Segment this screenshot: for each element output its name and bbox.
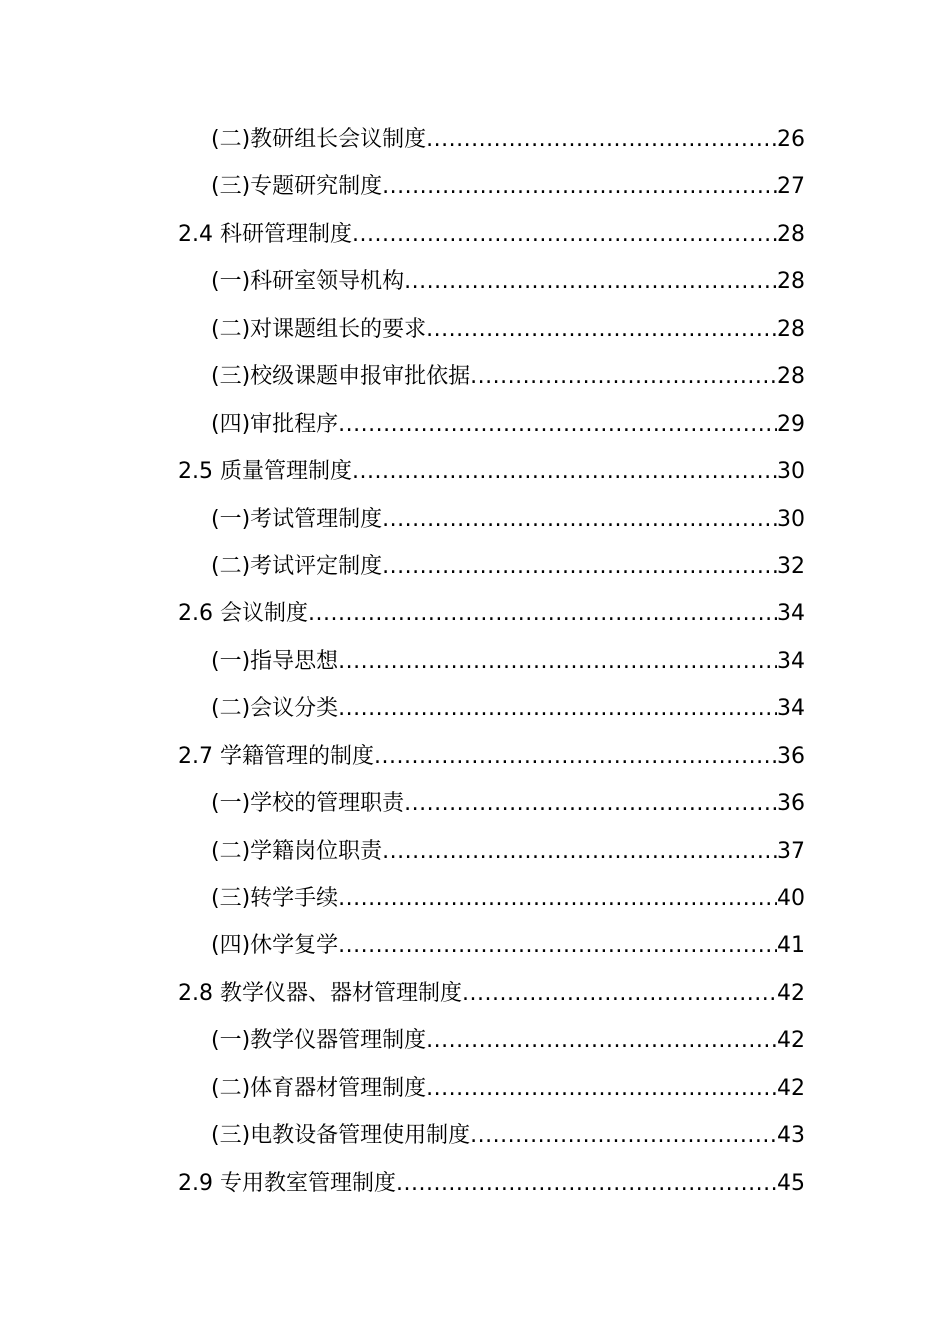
toc-entry-title: (一)科研室领导机构 [211, 269, 405, 295]
toc-entry-page-number: 28 [777, 364, 805, 390]
toc-entry-page-number: 45 [777, 1170, 805, 1196]
toc-entry[interactable] [0, 258, 950, 305]
toc-entry-title: (四)休学复学 [211, 933, 339, 959]
toc-entry-page-number: 42 [777, 1028, 805, 1054]
toc-entry[interactable] [0, 306, 950, 353]
dot-leader [404, 780, 777, 827]
dot-leader [470, 353, 777, 400]
toc-entry-page-number: 28 [777, 269, 805, 295]
toc-section-entry[interactable] [0, 970, 950, 1017]
dot-leader [352, 211, 777, 258]
table-of-contents [0, 116, 950, 1207]
dot-leader [338, 875, 777, 922]
dot-leader [382, 828, 777, 875]
toc-entry[interactable] [0, 828, 950, 875]
toc-entry-title: (二)体育器材管理制度 [211, 1075, 427, 1101]
toc-entry-page-number: 41 [777, 933, 805, 959]
toc-entry[interactable] [0, 1112, 950, 1159]
toc-entry-title: (三)专题研究制度 [211, 174, 383, 200]
toc-entry-page-number: 32 [777, 553, 805, 579]
toc-entry-page-number: 36 [777, 743, 805, 769]
toc-entry-title: (三)转学手续 [211, 886, 339, 911]
toc-entry-title: (三)校级课题申报审批依据 [211, 364, 471, 390]
toc-entry-page-number: 34 [777, 696, 805, 722]
toc-entry[interactable] [0, 163, 950, 210]
toc-entry[interactable] [0, 875, 950, 922]
toc-entry-title: 2.9 专用教室管理制度 [178, 1170, 396, 1196]
dot-leader [382, 163, 777, 210]
dot-leader [426, 1017, 777, 1064]
toc-entry[interactable] [0, 1017, 950, 1064]
toc-entry-page-number: 28 [777, 316, 805, 342]
toc-entry-page-number: 40 [777, 886, 805, 911]
dot-leader [396, 1160, 777, 1207]
toc-entry-title: (二)会议分类 [211, 696, 339, 722]
toc-entry-title: 2.8 教学仪器、器材管理制度 [178, 980, 462, 1006]
toc-entry-title: (二)教研组长会议制度 [211, 127, 427, 152]
toc-section-entry[interactable] [0, 1160, 950, 1207]
dot-leader [338, 638, 777, 685]
toc-entry[interactable] [0, 543, 950, 590]
toc-entry-page-number: 29 [777, 411, 805, 437]
toc-entry-page-number: 27 [777, 174, 805, 200]
dot-leader [426, 306, 777, 353]
toc-entry-title: (一)学校的管理职责 [211, 791, 405, 817]
dot-leader [338, 401, 777, 448]
toc-entry-title: (二)对课题组长的要求 [211, 316, 427, 342]
toc-entry[interactable] [0, 780, 950, 827]
dot-leader [352, 448, 777, 495]
toc-entry-title: 2.6 会议制度 [178, 601, 308, 627]
dot-leader [426, 116, 777, 163]
toc-entry-title: (一)指导思想 [211, 648, 339, 674]
toc-section-entry[interactable] [0, 448, 950, 495]
toc-entry-page-number: 34 [777, 601, 805, 627]
toc-entry[interactable] [0, 116, 950, 163]
toc-entry-title: (一)考试管理制度 [211, 506, 383, 532]
toc-entry-title: (三)电教设备管理使用制度 [211, 1123, 471, 1149]
toc-entry-title: (二)考试评定制度 [211, 553, 383, 579]
toc-section-entry[interactable] [0, 211, 950, 258]
toc-entry-page-number: 43 [777, 1123, 805, 1149]
dot-leader [404, 258, 777, 305]
toc-entry[interactable] [0, 1065, 950, 1112]
toc-entry-page-number: 28 [777, 221, 805, 247]
dot-leader [308, 590, 777, 637]
toc-entry-page-number: 30 [777, 459, 805, 485]
dot-leader [338, 922, 777, 969]
dot-leader [426, 1065, 777, 1112]
toc-entry[interactable] [0, 922, 950, 969]
toc-entry-page-number: 36 [777, 791, 805, 817]
toc-entry-page-number: 34 [777, 648, 805, 674]
toc-section-entry[interactable] [0, 590, 950, 637]
toc-entry[interactable] [0, 353, 950, 400]
toc-entry[interactable] [0, 685, 950, 732]
toc-entry-title: 2.5 质量管理制度 [178, 459, 352, 485]
toc-section-entry[interactable] [0, 733, 950, 780]
toc-entry-title: 2.4 科研管理制度 [178, 221, 352, 247]
toc-entry-page-number: 30 [777, 506, 805, 532]
toc-entry-title: (二)学籍岗位职责 [211, 838, 383, 864]
dot-leader [338, 685, 777, 732]
toc-entry-page-number: 42 [777, 1075, 805, 1101]
toc-entry-title: 2.7 学籍管理的制度 [178, 743, 374, 769]
toc-entry-page-number: 42 [777, 980, 805, 1006]
dot-leader [382, 496, 777, 543]
dot-leader [462, 970, 777, 1017]
toc-entry[interactable] [0, 496, 950, 543]
toc-entry[interactable] [0, 638, 950, 685]
dot-leader [382, 543, 777, 590]
toc-entry-title: (一)教学仪器管理制度 [211, 1028, 427, 1054]
dot-leader [374, 733, 777, 780]
toc-entry-title: (四)审批程序 [211, 411, 339, 437]
toc-entry-page-number: 26 [777, 127, 805, 152]
toc-entry[interactable] [0, 401, 950, 448]
toc-entry-page-number: 37 [777, 838, 805, 864]
dot-leader [470, 1112, 777, 1159]
